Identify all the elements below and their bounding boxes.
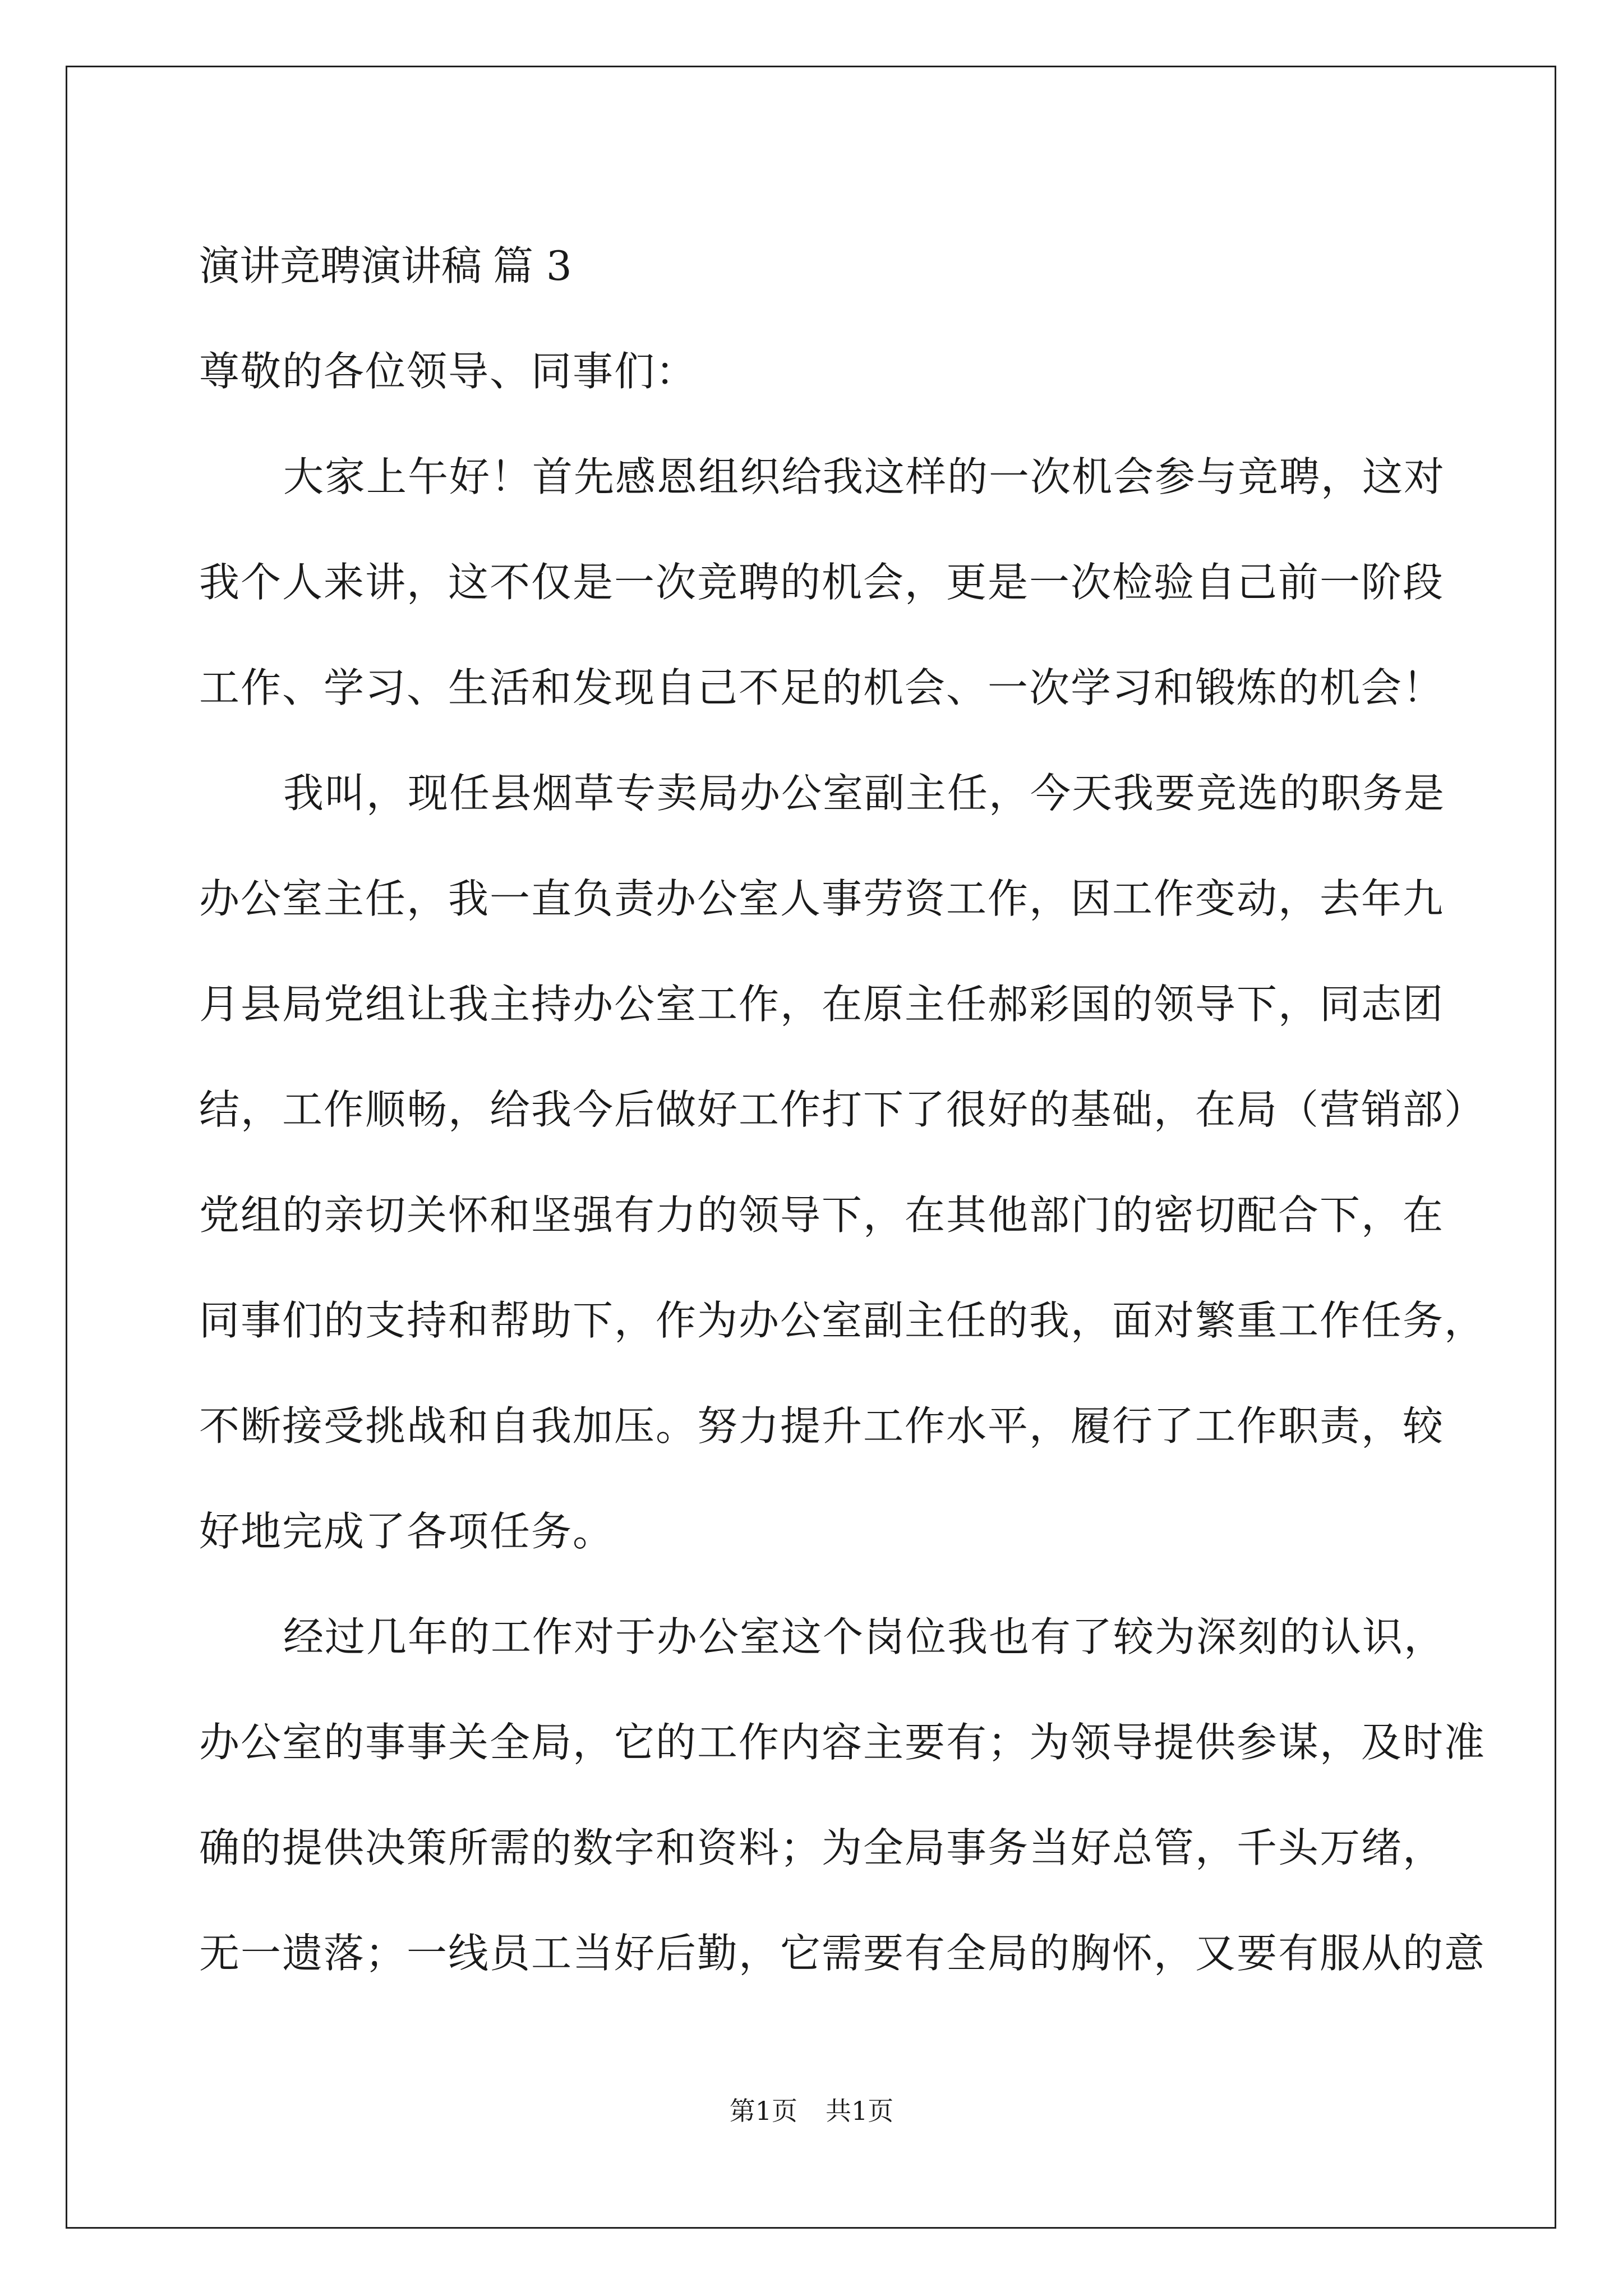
paragraph-2-line-5: 党组的亲切关怀和坚强有力的领导下，在其他部门的密切配合下，在 (199, 1191, 1445, 1239)
page-footer (0, 2094, 1623, 2128)
title-part: 篇 3 (493, 242, 572, 289)
paragraph-2-line-3: 月县局党组让我主持办公室工作，在原主任郝彩国的领导下，同志团 (199, 981, 1445, 1028)
paragraph-2-line-1: 我叫，现任县烟草专卖局办公室副主任，今天我要竞选的职务是 (283, 770, 1446, 817)
document-title (199, 213, 1427, 319)
page-current: 第1页 (729, 2096, 797, 2126)
paragraph-3-line-4: 无一遗落；一线员工当好后勤，它需要有全局的胸怀，又要有服从的意 (199, 1930, 1486, 1977)
paragraph-3-line-3: 确的提供决策所需的数字和资料；为全局事务当好总管，千头万绪， (199, 1824, 1445, 1871)
paragraph-2-line-6: 同事们的支持和帮助下，作为办公室副主任的我，面对繁重工作任务， (199, 1297, 1486, 1344)
paragraph-3-line-1: 经过几年的工作对于办公室这个岗位我也有了较为深刻的认识， (283, 1613, 1446, 1660)
paragraph-2-line-2: 办公室主任，我一直负责办公室人事劳资工作，因工作变动，去年九 (199, 875, 1445, 922)
paragraph-1-line-2: 我个人来讲，这不仅是一次竞聘的机会，更是一次检验自己前一阶段 (199, 559, 1445, 606)
paragraph-2-line-7: 不断接受挑战和自我加压。努力提升工作水平，履行了工作职责，较 (199, 1402, 1445, 1450)
document-body (199, 213, 1486, 2006)
salutation: 尊敬的各位领导、同事们： (199, 348, 698, 395)
paragraph-2-line-4: 结，工作顺畅，给我今后做好工作打下了很好的基础，在局（营销部） (199, 1086, 1486, 1133)
title-text: 演讲竞聘演讲稿 (199, 242, 482, 289)
paragraph-1-line-3: 工作、学习、生活和发现自己不足的机会、一次学习和锻炼的机会！ (199, 664, 1445, 711)
paragraph-3-line-2: 办公室的事事关全局，它的工作内容主要有；为领导提供参谋，及时准 (199, 1719, 1486, 1766)
paragraph-2-line-8: 好地完成了各项任务。 (199, 1508, 615, 1555)
paragraph-1-line-1: 大家上午好！首先感恩组织给我这样的一次机会参与竞聘，这对 (283, 453, 1446, 500)
page-total: 共1页 (826, 2096, 894, 2126)
